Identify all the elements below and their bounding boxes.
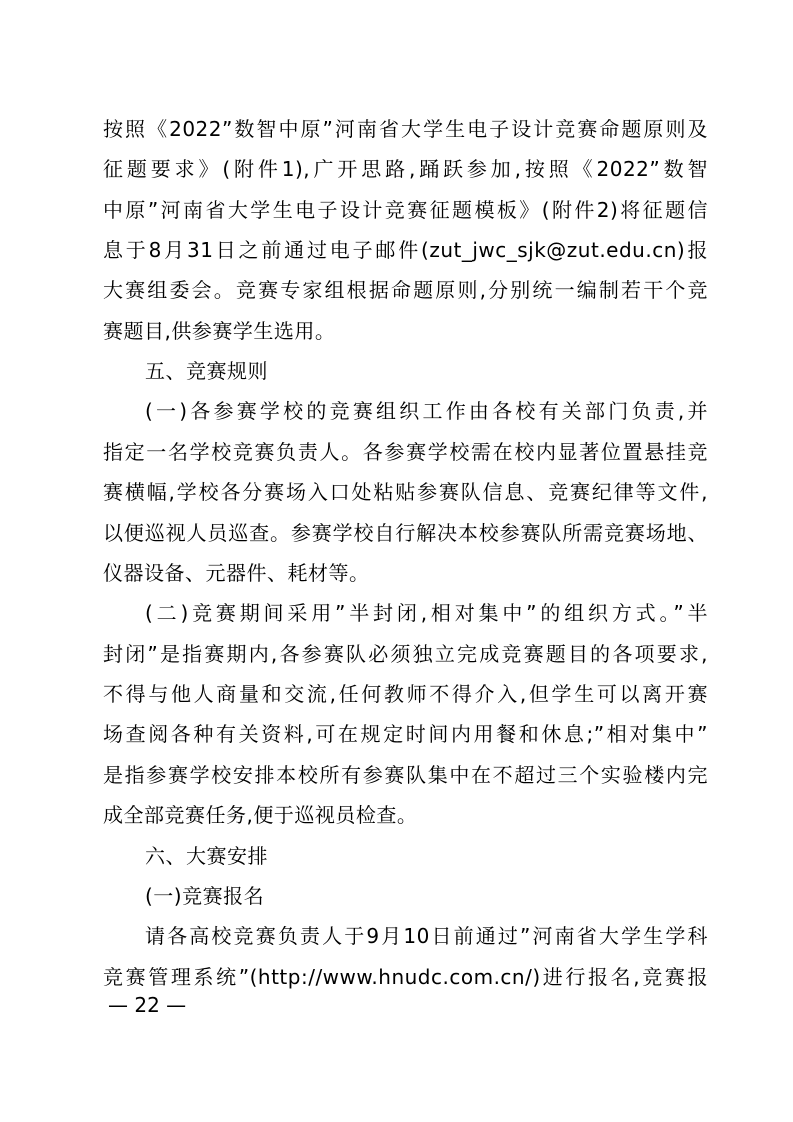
paragraph-line-11: 以便巡视人员巡查。参赛学校自行解决本校参赛队所需竞赛场地、 bbox=[103, 521, 708, 545]
paragraph-line-8: (一)各参赛学校的竞赛组织工作由各校有关部门负责,并 bbox=[145, 399, 708, 423]
paragraph-line-22: 竞赛管理系统”(http://www.hnudc.com.cn/)进行报名,竞赛报 bbox=[103, 965, 708, 989]
paragraph-line-4: 息于8月31日之前通过电子邮件(zut_jwc_sjk@zut.edu.cn)报 bbox=[103, 238, 708, 262]
paragraph-line-10: 赛横幅,学校各分赛场入口处粘贴参赛队信息、竞赛纪律等文件, bbox=[103, 480, 708, 504]
paragraph-line-9: 指定一名学校竞赛负责人。各参赛学校需在校内显著位置悬挂竞 bbox=[103, 440, 708, 464]
page-number: — 22 — bbox=[108, 993, 187, 1017]
paragraph-line-2: 征题要求》(附件1),广开思路,踊跃参加,按照《2022”数智 bbox=[103, 157, 708, 181]
subsection-heading-registration: (一)竞赛报名 bbox=[145, 884, 265, 908]
paragraph-line-16: 场查阅各种有关资料,可在规定时间内用餐和休息;”相对集中” bbox=[103, 722, 708, 746]
paragraph-line-17: 是指参赛学校安排本校所有参赛队集中在不超过三个实验楼内完 bbox=[103, 763, 708, 787]
paragraph-line-6: 赛题目,供参赛学生选用。 bbox=[103, 319, 336, 343]
paragraph-line-18: 成全部竞赛任务,便于巡视员检查。 bbox=[103, 803, 418, 827]
paragraph-line-5: 大赛组委会。竞赛专家组根据命题原则,分别统一编制若干个竞 bbox=[103, 278, 708, 302]
paragraph-line-21: 请各高校竞赛负责人于9月10日前通过”河南省大学生学科 bbox=[145, 924, 708, 948]
paragraph-line-15: 不得与他人商量和交流,任何教师不得介入,但学生可以离开赛 bbox=[103, 682, 708, 706]
paragraph-line-12: 仪器设备、元器件、耗材等。 bbox=[103, 561, 370, 585]
section-heading-competition-arrangement: 六、大赛安排 bbox=[145, 844, 268, 868]
paragraph-line-14: 封闭”是指赛期内,各参赛队必须独立完成竞赛题目的各项要求, bbox=[103, 642, 708, 666]
paragraph-line-13: (二)竞赛期间采用”半封闭,相对集中”的组织方式。”半 bbox=[145, 601, 708, 625]
paragraph-line-3: 中原”河南省大学生电子设计竞赛征题模板》(附件2)将征题信 bbox=[103, 198, 708, 222]
paragraph-line-1: 按照《2022”数智中原”河南省大学生电子设计竞赛命题原则及 bbox=[103, 117, 708, 141]
section-heading-competition-rules: 五、竞赛规则 bbox=[145, 359, 268, 383]
